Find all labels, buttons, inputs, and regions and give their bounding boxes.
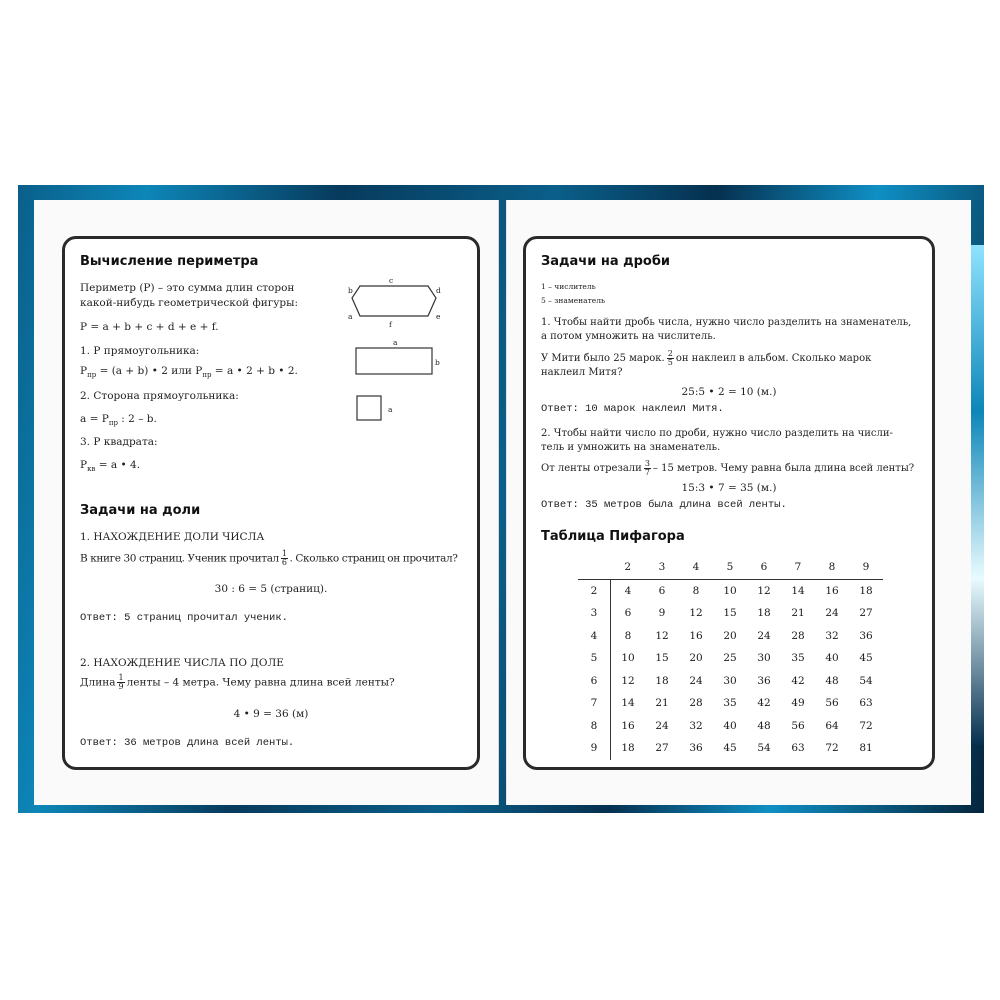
- fractions-rule-2b: тель и умножить на знаменатель.: [541, 442, 721, 453]
- table-cell: 4: [624, 584, 632, 597]
- table-cell: 24: [655, 719, 669, 732]
- table-cell: 36: [859, 629, 873, 642]
- table-cell: 45: [859, 652, 873, 665]
- square-label-a: a: [388, 405, 393, 414]
- fractions-answer-1: Ответ: 10 марок наклеил Митя.: [541, 403, 724, 415]
- hex-label-e: e: [436, 312, 441, 321]
- legend-denominator: 5 – знаменатель: [541, 296, 606, 305]
- perimeter-title: Вычисление периметра: [80, 254, 259, 269]
- hex-label-d: d: [436, 286, 441, 295]
- row-header: 7: [578, 692, 611, 715]
- column-header: 5: [713, 556, 747, 579]
- fractions-rule-1b: а потом умножить на числитель.: [541, 331, 716, 342]
- table-cell: 24: [757, 629, 771, 642]
- perimeter-definition-2: какой-нибудь геометрической фигуры:: [80, 297, 298, 309]
- column-header: 8: [815, 556, 849, 579]
- table-cell: 42: [757, 697, 771, 710]
- rectangle-formula: $P_{пр} = (a + b)$ • 2 или $P_{пр} = a$ • 2 + b • 2.: [80, 365, 298, 380]
- table-cell: 30: [757, 652, 771, 665]
- table-cell: 28: [791, 629, 805, 642]
- square-formula: $P_{кв} = a$ • 4.: [80, 459, 141, 474]
- table-cell: 32: [689, 719, 703, 732]
- table-cell: 24: [689, 674, 703, 687]
- column-header: 7: [781, 556, 815, 579]
- fractions-task-2: От ленты отрезали $\frac{3}{7}$ – 15 метров. Чему равна была длина всей ленты?: [541, 459, 915, 477]
- table-cell: 54: [757, 742, 771, 755]
- shares-task-2: Длина $\frac{1}{9}$ ленты – 4 метра. Чему равна длина всей ленты?: [80, 673, 395, 691]
- fraction-2-5: $\frac{2}{5}$: [667, 349, 673, 367]
- hex-label-f: f: [389, 320, 392, 329]
- table-cell: 18: [757, 607, 771, 620]
- row-header: 2: [578, 579, 611, 602]
- hex-label-a: a: [348, 312, 353, 321]
- table-cell: 18: [859, 584, 873, 597]
- table-cell: 40: [825, 652, 839, 665]
- table-cell: 42: [791, 674, 805, 687]
- table-cell: 14: [621, 697, 635, 710]
- fractions-task-1b: наклеил Митя?: [541, 367, 623, 378]
- table-cell: 16: [825, 584, 839, 597]
- fraction-1-6: $\frac{1}{6}$: [281, 549, 287, 567]
- table-cell: 32: [825, 629, 839, 642]
- column-header: 9: [849, 556, 883, 579]
- table-cell: 12: [689, 607, 703, 620]
- shares-calc-1: 30 : 6 = 5 (страниц).: [214, 583, 328, 595]
- row-header: 4: [578, 625, 611, 648]
- table-cell: 6: [624, 607, 632, 620]
- table-cell: 25: [723, 652, 737, 665]
- column-header: 3: [645, 556, 679, 579]
- row-header: 8: [578, 715, 611, 738]
- perimeter-formula: P = a + b + c + d + e + f.: [80, 321, 219, 333]
- table-cell: 35: [791, 652, 805, 665]
- shares-answer-2: Ответ: 36 метров длина всей ленты.: [80, 737, 295, 749]
- column-header: 6: [747, 556, 781, 579]
- table-row: [578, 670, 883, 693]
- table-row: [578, 602, 883, 625]
- table-cell: 63: [791, 742, 805, 755]
- pythagoras-table: [578, 556, 883, 760]
- table-row: [578, 715, 883, 738]
- legend-numerator: 1 – числитель: [541, 282, 596, 291]
- table-header-row: [578, 556, 883, 579]
- table-cell: 72: [825, 742, 839, 755]
- table-cell: 56: [791, 719, 805, 732]
- rect-label-a: a: [393, 338, 398, 347]
- table-row: [578, 737, 883, 760]
- table-row: [578, 647, 883, 670]
- table-cell: 48: [825, 674, 839, 687]
- table-cell: 81: [859, 742, 873, 755]
- table-cell: 20: [723, 629, 737, 642]
- table-cell: 21: [655, 697, 669, 710]
- table-cell: 14: [791, 584, 805, 597]
- table-cell: 64: [825, 719, 839, 732]
- fractions-rule-1a: 1. Чтобы найти дробь числа, нужно число разделить на знаменатель,: [541, 317, 912, 328]
- shares-heading-2: 2. НАХОЖДЕНИЕ ЧИСЛА ПО ДОЛЕ: [80, 657, 284, 669]
- geometry-figures: [340, 272, 460, 432]
- rect-label-b: b: [435, 358, 440, 367]
- hex-label-b: b: [348, 286, 353, 295]
- side-formula: $a = P_{пр}$ : 2 – b.: [80, 413, 157, 428]
- fractions-rule-2a: 2. Чтобы найти число по дроби, нужно число разделить на числи-: [541, 428, 893, 439]
- table-cell: 28: [689, 697, 703, 710]
- table-cell: 45: [723, 742, 737, 755]
- table-cell: 9: [658, 607, 666, 620]
- hexagon-shape: [352, 286, 436, 316]
- hex-label-c: c: [389, 276, 394, 285]
- row-header: 9: [578, 737, 611, 760]
- fractions-answer-2: Ответ: 35 метров была длина всей ленты.: [541, 499, 787, 511]
- table-cell: 30: [723, 674, 737, 687]
- column-header: 2: [611, 556, 646, 579]
- fraction-3-7: $\frac{3}{7}$: [644, 459, 650, 477]
- table-cell: 35: [723, 697, 737, 710]
- table-cell: 12: [621, 674, 635, 687]
- table-cell: 24: [825, 607, 839, 620]
- table-cell: 21: [791, 607, 805, 620]
- table-cell: 8: [624, 629, 632, 642]
- rectangle-shape: [356, 348, 432, 374]
- perimeter-definition-1: Периметр (Р) – это сумма длин сторон: [80, 282, 295, 294]
- table-cell: 56: [825, 697, 839, 710]
- column-header: 4: [679, 556, 713, 579]
- shares-answer-1: Ответ: 5 страниц прочитал ученик.: [80, 612, 288, 624]
- shares-calc-2: 4 • 9 = 36 (м): [233, 708, 309, 720]
- table-cell: 12: [757, 584, 771, 597]
- table-row: [578, 692, 883, 715]
- pythagoras-title: Таблица Пифагора: [541, 529, 685, 544]
- square-shape: [357, 396, 381, 420]
- table-cell: 18: [655, 674, 669, 687]
- table-cell: 10: [723, 584, 737, 597]
- table-cell: 54: [859, 674, 873, 687]
- shares-heading-1: 1. НАХОЖДЕНИЕ ДОЛИ ЧИСЛА: [80, 531, 265, 543]
- fractions-task-1: У Мити было 25 марок. $\frac{2}{5}$ он наклеил в альбом. Сколько марок: [541, 349, 872, 367]
- table-cell: 36: [757, 674, 771, 687]
- table-cell: 72: [859, 719, 873, 732]
- table-cell: 12: [655, 629, 669, 642]
- rectangle-heading: 1. Р прямоугольника:: [80, 345, 200, 357]
- fraction-1-9: $\frac{1}{9}$: [118, 673, 124, 691]
- table-corner: [578, 556, 611, 579]
- table-cell: 18: [621, 742, 635, 755]
- fractions-calc-2: 15:3 • 7 = 35 (м.): [681, 482, 777, 494]
- table-cell: 40: [723, 719, 737, 732]
- table-cell: 15: [655, 652, 669, 665]
- table-cell: 36: [689, 742, 703, 755]
- table-cell: 27: [859, 607, 873, 620]
- table-cell: 15: [723, 607, 737, 620]
- table-cell: 8: [692, 584, 700, 597]
- table-cell: 10: [621, 652, 635, 665]
- table-cell: 63: [859, 697, 873, 710]
- shares-title: Задачи на доли: [80, 503, 201, 518]
- row-header: 3: [578, 602, 611, 625]
- table-body: [578, 579, 883, 760]
- table-row: [578, 625, 883, 648]
- square-heading: 3. Р квадрата:: [80, 436, 158, 448]
- shares-task-1: В книге 30 страниц. Ученик прочитал $\frac{1}{6}$ . Сколько страниц он прочитал?: [80, 549, 458, 567]
- fractions-calc-1: 25:5 • 2 = 10 (м.): [681, 386, 777, 398]
- table-row: [578, 579, 883, 602]
- table-cell: 16: [689, 629, 703, 642]
- table-cell: 16: [621, 719, 635, 732]
- side-heading: 2. Сторона прямоугольника:: [80, 390, 239, 402]
- row-header: 6: [578, 670, 611, 693]
- table-cell: 20: [689, 652, 703, 665]
- table-cell: 49: [791, 697, 805, 710]
- table-cell: 27: [655, 742, 669, 755]
- table-cell: 48: [757, 719, 771, 732]
- row-header: 5: [578, 647, 611, 670]
- table-cell: 6: [658, 584, 666, 597]
- fractions-title: Задачи на дроби: [541, 254, 671, 269]
